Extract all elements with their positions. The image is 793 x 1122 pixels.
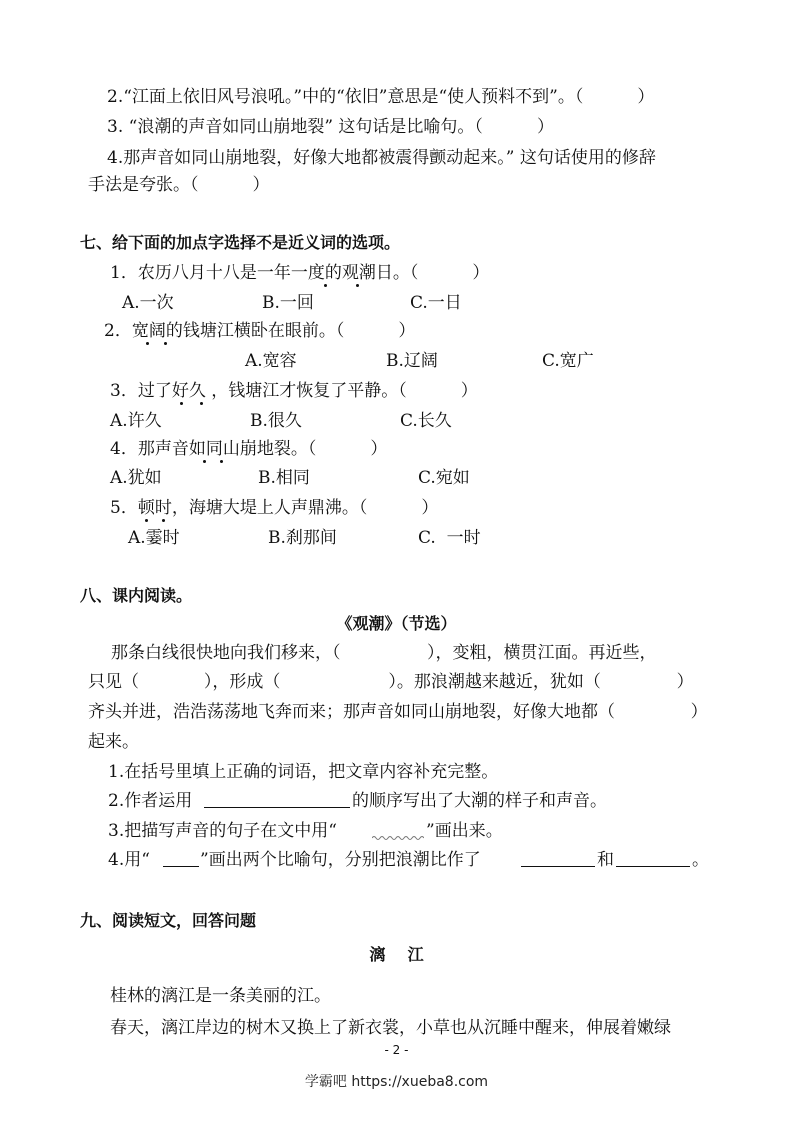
section-7-title: 七、给下面的加点字选择不是近义词的选项。 xyxy=(80,233,401,252)
q7-5: 5．顿时，海塘大堤上人声鼎沸。（ ） xyxy=(110,498,439,518)
q8-3-prefix: 3.把描写声音的句子在文中用“ xyxy=(108,821,337,841)
q7-2-option-b: B.辽阔 xyxy=(386,351,438,371)
emphasis-dot xyxy=(145,519,148,522)
q7-5-option-b: B.刹那间 xyxy=(268,528,337,548)
q7-3: 3．过了好久 ，钱塘江才恢复了平静。（ ） xyxy=(110,381,478,401)
passage-8-line4: 起来。 xyxy=(88,732,139,752)
q8-2-suffix: 的顺序写出了大潮的样子和声音。 xyxy=(352,791,607,811)
q7-4-option-a: A.犹如 xyxy=(110,468,162,488)
q8-4-prefix: 4.用“ xyxy=(108,850,150,870)
passage-title-guanchao: 《观潮》（节选） xyxy=(336,614,457,633)
answer-blank[interactable] xyxy=(616,866,690,867)
q7-4-option-c: C.宛如 xyxy=(418,468,470,488)
passage-8-line1: 那条白线很快地向我们移来，（ ），变粗，横贯江面。再近些， xyxy=(111,643,657,663)
q6-4-line1: 4.那声音如同山崩地裂，好像大地都被震得颤动起来。” 这句话使用的修辞 xyxy=(107,148,656,168)
passage-8-line2: 只见（ ），形成（ ）。那浪潮越来越近，犹如（ ） xyxy=(88,672,694,692)
passage-9-line2: 春天，漓江岸边的树木又换上了新衣裳，小草也从沉睡中醒来，伸展着嫩绿 xyxy=(110,1018,671,1038)
footer-watermark: 学霸吧 https://xueba8.com xyxy=(304,1074,489,1090)
emphasis-dot xyxy=(203,460,206,463)
emphasis-dot xyxy=(220,460,223,463)
q7-4-option-b: B.相同 xyxy=(258,468,310,488)
q8-3-suffix: ”画出来。 xyxy=(426,821,503,841)
emphasis-dot xyxy=(180,402,183,405)
passage-9-line1: 桂林的漓江是一条美丽的江。 xyxy=(110,986,331,1006)
q7-3-option-c: C.长久 xyxy=(400,411,452,431)
q7-2: 2．宽阔的钱塘江横卧在眼前。（ ） xyxy=(104,321,416,341)
emphasis-dot xyxy=(200,402,203,405)
page-number: - 2 - xyxy=(384,1043,409,1057)
q7-5-option-c: C. 一时 xyxy=(418,528,481,548)
q7-4: 4．那声音如同山崩地裂。（ ） xyxy=(110,439,388,459)
q7-2-option-c: C.宽广 xyxy=(542,351,594,371)
wavy-line-mark xyxy=(372,835,424,841)
q7-3-option-a: A.许久 xyxy=(110,411,162,431)
q7-5-option-a: A.霎时 xyxy=(128,528,180,548)
q7-3-option-b: B.很久 xyxy=(250,411,302,431)
emphasis-dot xyxy=(146,342,149,345)
q6-2: 2.“江面上依旧风号浪吼。”中的“依旧”意思是“使人预料不到”。（ ） xyxy=(107,87,655,107)
q8-2-prefix: 2.作者运用 xyxy=(108,791,193,811)
q7-1: 1．农历八月十八是一年一度的观潮日。（ ） xyxy=(110,263,490,283)
q8-4-and: 和 xyxy=(597,850,614,870)
q7-1-option-c: C.一日 xyxy=(410,293,462,313)
q8-1: 1.在括号里填上正确的词语，把文章内容补充完整。 xyxy=(108,762,499,782)
q8-4-end: 。 xyxy=(692,850,709,870)
q8-4-middle: ”画出两个比喻句，分别把浪潮比作了 xyxy=(200,850,481,870)
q6-4-line2: 手法是夸张。（ ） xyxy=(88,175,270,195)
q7-1-option-a: A.一次 xyxy=(122,293,174,313)
q7-2-option-a: A.宽容 xyxy=(245,351,297,371)
q7-1-option-b: B.一回 xyxy=(262,293,314,313)
emphasis-dot xyxy=(162,519,165,522)
straight-line-mark xyxy=(163,866,199,867)
emphasis-dot xyxy=(356,284,359,287)
emphasis-dot xyxy=(164,342,167,345)
answer-blank[interactable] xyxy=(521,866,595,867)
section-8-title: 八、课内阅读。 xyxy=(80,586,193,605)
passage-8-line3: 齐头并进，浩浩荡荡地飞奔而来；那声音如同山崩地裂，好像大地都（ ） xyxy=(88,702,708,722)
answer-blank[interactable] xyxy=(204,807,350,808)
section-9-title: 九、阅读短文，回答问题 xyxy=(80,911,257,930)
passage-title-lijiang: 漓 江 xyxy=(369,945,424,964)
emphasis-dot xyxy=(324,284,327,287)
q6-3: 3. “浪潮的声音如同山崩地裂” 这句话是比喻句。（ ） xyxy=(107,117,554,137)
